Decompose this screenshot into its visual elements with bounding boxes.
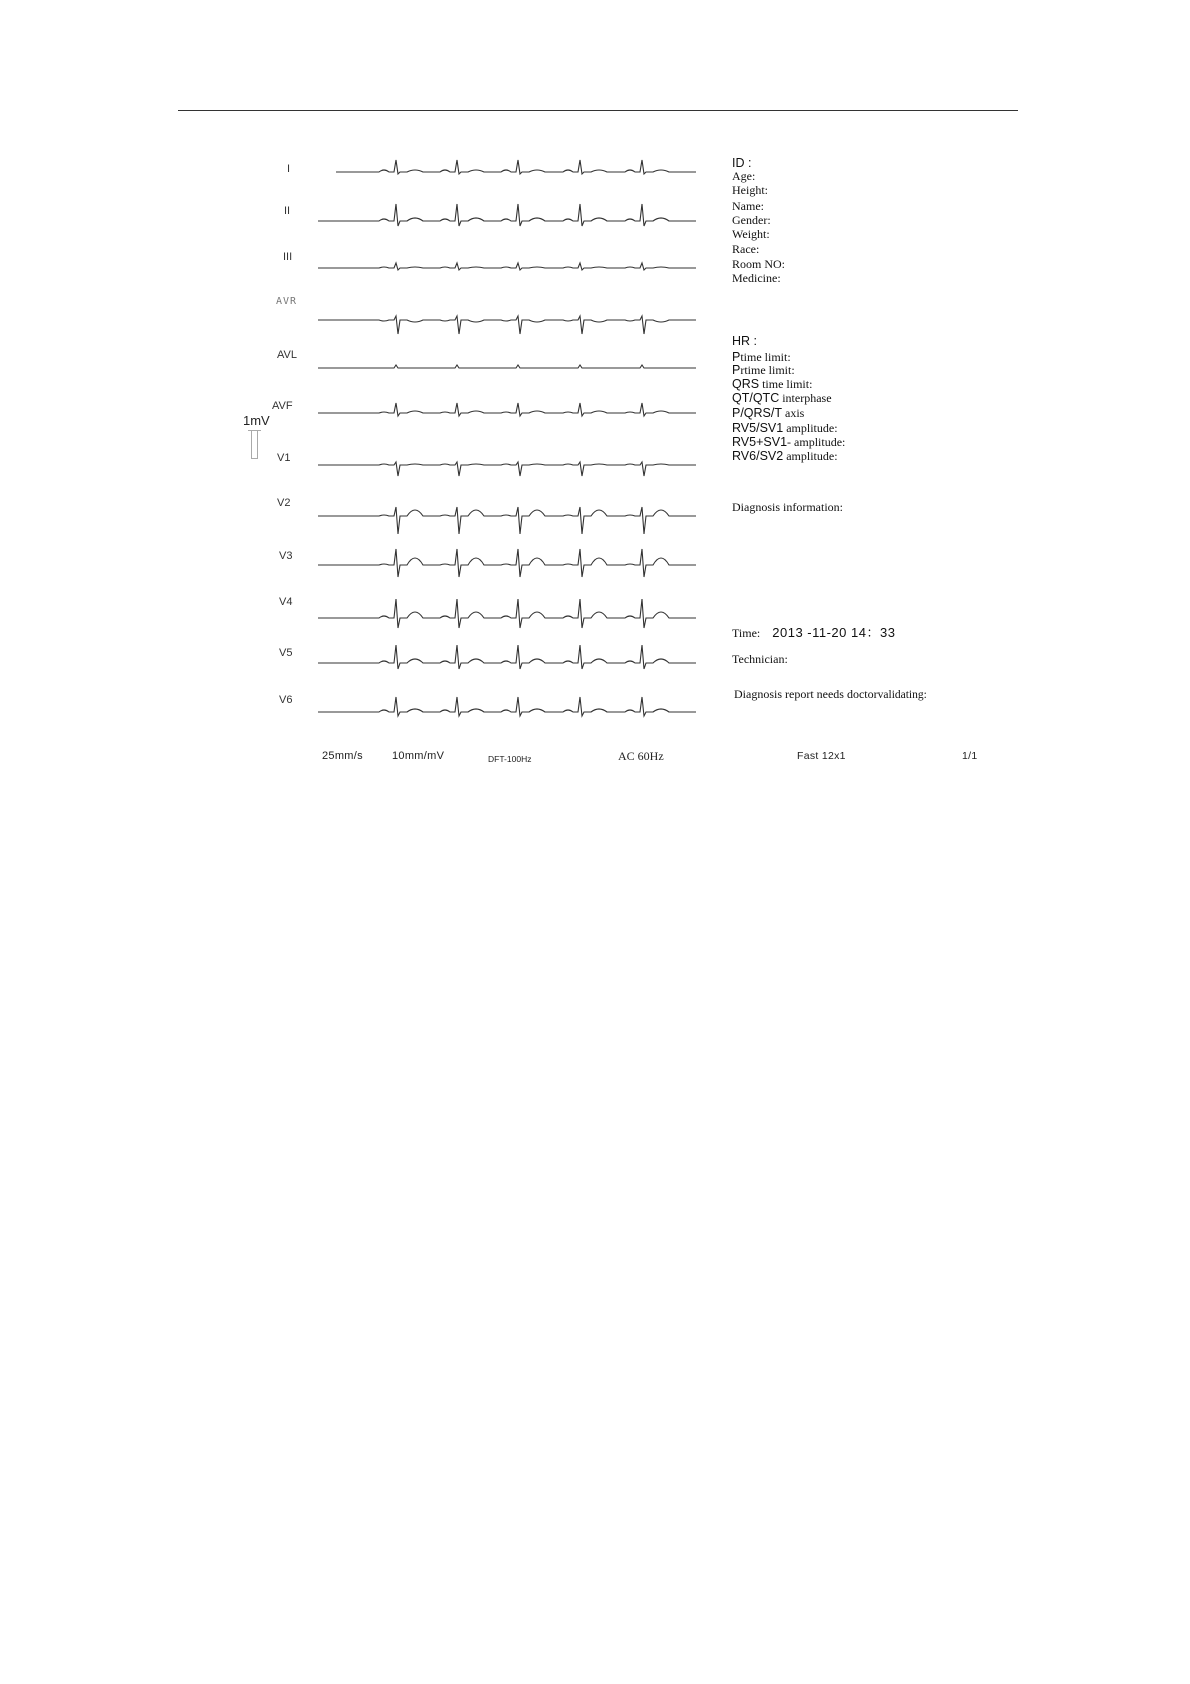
ac-filter: AC 60Hz <box>618 749 664 763</box>
ecg-trace-avf <box>318 403 696 416</box>
lead-label-iii: III <box>283 251 293 263</box>
lead-label-avr: AVR <box>276 296 298 307</box>
patient-id-label: ID : <box>732 156 752 170</box>
paper-speed: 25mm/s <box>322 750 363 762</box>
rv6-sv2-label: RV6/SV2 amplitude: <box>732 449 838 463</box>
lead-label-v3: V3 <box>279 550 293 562</box>
patient-age-label: Age: <box>732 169 756 183</box>
time-label: Time: <box>732 626 761 640</box>
ecg-trace-iii <box>318 263 696 270</box>
rv5-sv1-label: RV5/SV1 amplitude: <box>732 421 838 435</box>
patient-room-label: Room NO: <box>732 257 786 271</box>
ecg-trace-v6 <box>318 697 696 716</box>
ecg-trace-ii <box>318 204 696 226</box>
lead-label-i: I <box>287 163 291 175</box>
ecg-trace-v2 <box>318 507 696 534</box>
lead-label-v4: V4 <box>279 596 293 608</box>
lead-label-v6: V6 <box>279 694 293 706</box>
record-mode: Fast 12x1 <box>797 750 846 762</box>
ecg-trace-v1 <box>318 462 696 476</box>
diagnosis-info-label: Diagnosis information: <box>732 500 843 514</box>
patient-weight-label: Weight: <box>732 227 770 241</box>
ecg-trace-v5 <box>318 645 696 669</box>
axis-label: P/QRS/T axis <box>732 406 805 420</box>
rv5-plus-sv1-label: RV5+SV1- amplitude: <box>732 435 846 449</box>
calibration-pulse <box>251 430 258 459</box>
patient-height-label: Height: <box>732 183 768 197</box>
p-time-limit-label: Ptime limit: <box>732 350 791 364</box>
gain: 10mm/mV <box>392 750 445 762</box>
lead-label-avf: AVF <box>272 400 293 412</box>
ecg-trace-i <box>336 160 696 174</box>
lead-label-v2: V2 <box>277 497 291 509</box>
ecg-trace-v3 <box>318 549 696 577</box>
lead-label-v5: V5 <box>279 647 293 659</box>
lead-label-v1: V1 <box>277 452 291 464</box>
time-row <box>732 622 895 642</box>
ecg-traces <box>0 0 1190 800</box>
validation-note: Diagnosis report needs doctorvalidating: <box>734 687 927 701</box>
lead-label-avl: AVL <box>277 349 297 361</box>
technician-label: Technician: <box>732 652 788 666</box>
ecg-trace-avl <box>318 365 696 368</box>
qrs-time-limit-label: QRS time limit: <box>732 377 813 391</box>
filter: DFT-100Hz <box>488 754 532 764</box>
ecg-trace-v4 <box>318 599 696 628</box>
qt-qtc-label: QT/QTC interphase <box>732 391 832 405</box>
calibration-label: 1mV <box>243 413 270 428</box>
pr-time-limit-label: Prtime limit: <box>732 363 795 377</box>
patient-gender-label: Gender: <box>732 213 771 227</box>
lead-label-ii: II <box>284 205 291 217</box>
patient-name-label: Name: <box>732 199 764 213</box>
ecg-trace-avr <box>318 316 696 334</box>
page-number: 1/1 <box>962 750 978 762</box>
patient-race-label: Race: <box>732 242 760 256</box>
patient-medicine-label: Medicine: <box>732 271 781 285</box>
time-value: 2013 -11-20 14：33 <box>772 625 896 640</box>
hr-label: HR : <box>732 334 757 348</box>
